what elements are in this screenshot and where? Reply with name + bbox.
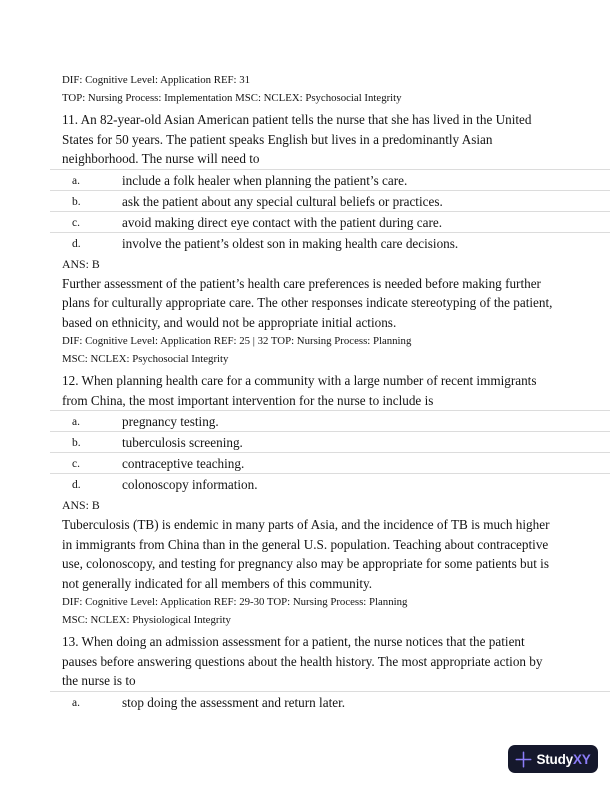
answer-option-row <box>50 211 610 232</box>
answer-option-row <box>50 473 610 494</box>
option-letter: c. <box>72 458 80 470</box>
studyxy-logo[interactable] <box>508 745 598 773</box>
option-letter: b. <box>72 195 81 208</box>
option-letter: d. <box>72 479 81 491</box>
logo-text: Study <box>536 751 573 767</box>
logo-wordmark <box>536 752 590 767</box>
option-text: ask the patient about any special cultural beliefs or practices. <box>122 193 443 209</box>
rationale-q11: Further assessment of the patient’s health care preferences is needed before making further plans for culturally appropriate care. The other responses indicate stereotyping of the patient, based on ethnicity, and would not be appropriate initial actions. <box>62 275 553 330</box>
option-text: stop doing the assessment and return later. <box>122 694 346 710</box>
answer-line-q12: ANS: B <box>62 498 100 512</box>
answer-option-row <box>50 452 610 473</box>
option-letter: a. <box>72 174 80 187</box>
question-stem-13: 13. When doing an admission assessment for a patient, the nurse notices that the patient pauses before answering questions about the health history. The most appropriate action by the nurse is to <box>62 634 543 688</box>
answer-option-row <box>50 190 610 211</box>
option-text: tuberculosis screening. <box>122 435 243 450</box>
meta-line-msc: MSC: NCLEX: Physiological Integrity <box>62 614 231 626</box>
options-list-q12 <box>50 410 610 494</box>
question-stem-12: 12. When planning health care for a community with a large number of recent immigrants from China, the most important intervention for the nurse to include is <box>62 373 537 408</box>
question-stem-11: 11. An 82-year-old Asian American patient tells the nurse that she has lived in the United States for 50 years. The patient speaks English but lives in a predominantly Asian neighborhood. The nurse will need to <box>62 112 532 166</box>
meta-line-msc: MSC: NCLEX: Psychosocial Integrity <box>62 353 229 365</box>
option-letter: d. <box>72 237 81 250</box>
option-text: contraceptive teaching. <box>122 456 245 471</box>
option-letter: c. <box>72 216 80 229</box>
answer-option-row <box>50 431 610 452</box>
rationale-q12: Tuberculosis (TB) is endemic in many parts of Asia, and the incidence of TB is much higher in immigrants from China than in the general U.S. population. Teaching about contraceptive use, colonoscopy, and testing for pregnancy also may be appropriate for some patients but is not generally indicated for all members of this community. <box>62 517 550 591</box>
answer-option-row <box>50 232 610 253</box>
meta-line-top: TOP: Nursing Process: Implementation MSC: NCLEX: Psychosocial Integrity <box>62 92 402 104</box>
answer-option-row <box>50 169 610 190</box>
options-list-q11 <box>50 169 610 253</box>
meta-line-dif: DIF: Cognitive Level: Application REF: 29-30 TOP: Nursing Process: Planning <box>62 596 408 608</box>
answer-line-q11: ANS: B <box>62 256 100 271</box>
answer-option-row <box>50 691 610 712</box>
option-text: colonoscopy information. <box>122 477 258 492</box>
plus-icon <box>515 751 532 768</box>
option-letter: a. <box>72 696 80 709</box>
option-text: pregnancy testing. <box>122 414 219 429</box>
meta-line-dif: DIF: Cognitive Level: Application REF: 31 <box>62 74 251 86</box>
option-letter: a. <box>72 416 80 428</box>
options-list-q13 <box>50 691 610 712</box>
option-text: avoid making direct eye contact with the patient during care. <box>122 214 443 230</box>
meta-line-dif: DIF: Cognitive Level: Application REF: 25 | 32 TOP: Nursing Process: Planning <box>62 335 412 347</box>
option-letter: b. <box>72 437 81 449</box>
option-text: involve the patient’s oldest son in making health care decisions. <box>122 235 459 251</box>
option-text: include a folk healer when planning the patient’s care. <box>122 172 408 188</box>
logo-suffix: XY <box>572 751 591 767</box>
answer-option-row <box>50 410 610 431</box>
